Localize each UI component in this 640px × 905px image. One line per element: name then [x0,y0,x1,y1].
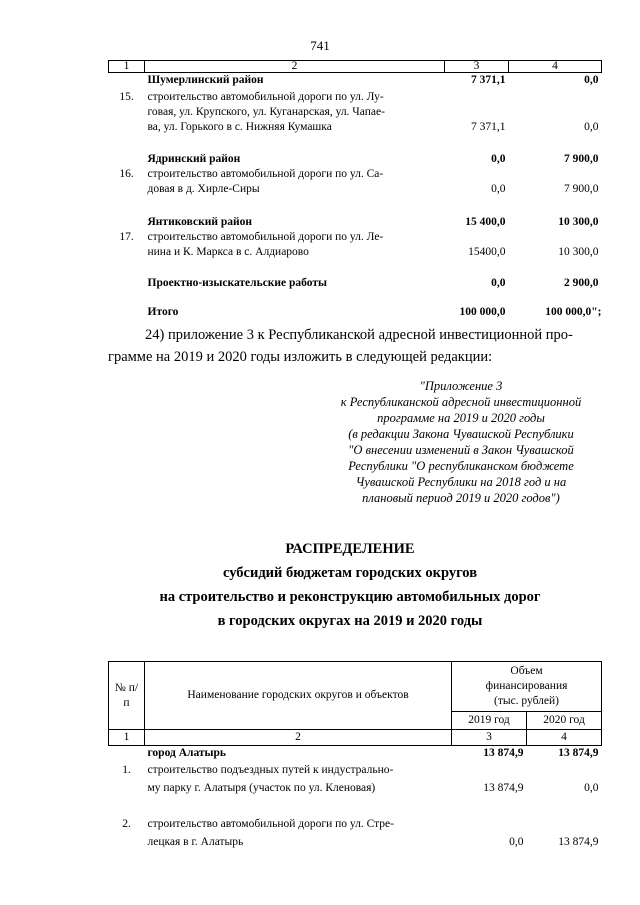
object-description [145,230,445,260]
amendment-paragraph-line1: 24) приложение 3 к Республиканской адресной инвестиционной про- [145,327,573,343]
document-title [0,537,640,633]
quote-line: Чувашской Республики на 2018 год и на [355,475,567,489]
row-number: 2. [122,818,131,830]
index-cell: 3 [452,730,527,746]
district-name: Проектно-изыскательские работы [147,276,328,289]
description-line: строительство автомобильной дороги по ул. Ле- [147,230,384,243]
value-2019: 13 874,9 [483,747,524,759]
value-2019: 15400,0 [468,245,506,258]
value-2019: 0,0 [491,182,506,195]
title-line: на строительство и реконструкцию автомобильных дорог [159,589,541,605]
quote-line: Республики "О республиканском бюджете [348,459,574,473]
district-row [109,746,602,762]
value-2020: 100 000,0"; [545,305,602,318]
value-2020: 0,0 [584,74,599,86]
value-2019: 100 000,0 [459,305,506,318]
subsidy-distribution-table [108,661,602,851]
total-row [109,305,602,320]
description-line: строительство автомобильной дороги по ул. Стре- [147,818,394,830]
index-cell: 3 [445,61,509,73]
description-line: строительство подъездных путей к индустрально- [147,764,394,776]
column-header-2020: 2020 год [527,712,602,730]
description-line: нина и К. Маркса в с. Алдиарово [147,245,309,258]
investment-table-continuation [108,60,602,320]
description-line: лецкая в г. Алатырь [147,836,244,848]
value-2019: 13 874,9 [483,782,524,794]
appendix-reference [318,378,604,506]
amendment-paragraph-line2: грамме на 2019 и 2020 годы изложить в следующей редакции: [108,349,493,365]
description-line: ва, ул. Горького в с. Нижняя Кумашка [147,120,332,133]
table-index-row [109,730,602,746]
description-line: му парку г. Алатыря (участок по ул. Кленовая) [147,782,376,794]
object-description [145,90,445,135]
index-cell: 4 [509,61,602,73]
value-2020: 10 300,0 [558,245,599,258]
district-row [109,152,602,167]
value-2020: 7 900,0 [564,152,599,165]
index-cell: 4 [527,730,602,746]
object-description [145,761,452,797]
table-row [109,761,602,797]
table-row [109,167,602,197]
quote-line: "Приложение 3 [419,379,503,393]
table-row [109,90,602,135]
quote-line: к Республиканской адресной инвестиционной [340,395,582,409]
quote-line: плановый период 2019 и 2020 годов") [362,491,560,505]
description-line: строительство автомобильной дороги по ул. Са- [147,167,384,180]
title-line: РАСПРЕДЕЛЕНИЕ [285,541,415,557]
column-header-name: Наименование городских округов и объектов [145,662,452,730]
object-description [145,167,445,197]
value-2019: 7 371,1 [471,120,506,133]
row-number: 16. [119,167,134,180]
value-2020: 0,0 [584,782,599,794]
district-row [109,276,602,291]
description-line: довая в д. Хирле-Сиры [147,182,260,195]
column-header-2019: 2019 год [452,712,527,730]
description-line: строительство автомобильной дороги по ул. Лу- [147,90,384,103]
value-2019: 0,0 [491,276,506,289]
title-line: субсидий бюджетам городских округов [222,565,478,581]
table-index-row [109,61,602,73]
index-cell: 2 [145,61,445,73]
description-line: говая, ул. Крупского, ул. Куганарская, ул. Чапае- [147,105,385,118]
quote-line: "О внесении изменений в Закон Чувашской [348,443,574,457]
title-line: в городских округах на 2019 и 2020 годы [217,613,483,629]
value-2020: 7 900,0 [564,182,599,195]
quote-line: (в редакции Закона Чувашской Республики [348,427,574,441]
object-description [145,815,452,851]
page-number: 741 [310,38,330,53]
row-number: 1. [122,764,131,776]
value-2019: 0,0 [509,836,524,848]
district-name: Ядринский район [147,152,241,165]
value-2019: 7 371,1 [471,74,506,86]
value-2020: 13 874,9 [558,836,599,848]
value-2020: 2 900,0 [564,276,599,289]
district-name: Шумерлинский район [147,74,264,86]
value-2019: 15 400,0 [465,215,506,228]
column-header-number: № п/п [109,662,145,730]
row-number: 15. [119,90,134,103]
row-number: 17. [119,230,134,243]
table-row [109,230,602,260]
district-row [109,215,602,230]
district-name: Янтиковский район [147,215,252,228]
total-label: Итого [147,305,179,318]
table-row [109,815,602,851]
index-cell: 1 [109,730,145,746]
index-cell: 1 [109,61,145,73]
index-cell: 2 [145,730,452,746]
value-2020: 13 874,9 [558,747,599,759]
district-row [109,73,602,90]
district-name: город Алатырь [147,747,227,759]
value-2020: 0,0 [584,120,599,133]
quote-line: программе на 2019 и 2020 годы [377,411,545,425]
value-2019: 0,0 [491,152,506,165]
column-header-volume: Объем финансирования (тыс. рублей) [452,662,602,712]
value-2020: 10 300,0 [558,215,599,228]
